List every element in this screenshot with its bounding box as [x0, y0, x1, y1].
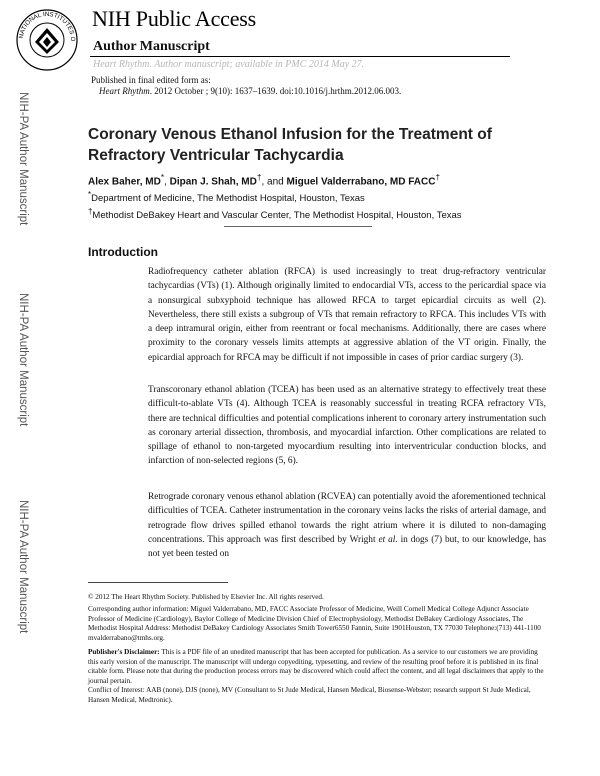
author-manuscript-label: Author Manuscript: [93, 39, 210, 54]
article-title: Coronary Venous Ethanol Infusion for the Treatment of Refractory Ventricular Tachycardia: [88, 126, 492, 164]
author-list: Alex Baher, MD*, Dipan J. Shah, MD†, and Miguel Valderrabano, MD FACC†: [88, 172, 441, 188]
author-name: Alex Baher, MD: [88, 176, 161, 188]
nih-seal-logo: [13, 4, 81, 72]
author-name: Dipan J. Shah, MD: [169, 176, 257, 188]
affiliation-divider: [224, 226, 372, 227]
section-heading-introduction: Introduction: [88, 245, 158, 259]
disclaimer-label: Publisher's Disclaimer:: [88, 648, 160, 656]
et-al: et al.: [378, 534, 398, 545]
citation-line: [99, 86, 401, 96]
copyright-note: © 2012 The Heart Rhythm Society. Published by Elsevier Inc. All rights reserved.: [88, 593, 324, 601]
author-mark: †: [435, 172, 441, 182]
author-name: Miguel Valderrabano, MD FACC: [286, 176, 436, 188]
affiliation-2: †Methodist DeBakey Heart and Vascular Center, The Methodist Hospital, Houston, Texas: [88, 207, 462, 222]
publisher-disclaimer: Publisher's Disclaimer: This is a PDF file of an unedited manuscript that has been accepted for publication. As a service to our customers we are providing this early version of the manuscript. The manuscript will undergo copyediting, typesetting, and review of the resulting proof before it is published in its final citable form. Please note that during the production process errors may be discovered which could affect the content, and all legal disclaimers that apply to the journal pertain.: [88, 648, 544, 685]
side-label-top: NIH-PA Author Manuscript: [17, 92, 29, 226]
paragraph-1: Radiofrequency catheter ablation (RFCA) is used increasingly to treat drug-refractory ventricular tachycardias (VTs) (1). Although originally limited to endocardial VTs, access to the pericardial space via a nonsurgical subxyphoid technique has allowed RFCA to target epicardial circuits as well (2). Nevertheless, there still exists a subgroup of VTs that remain refractory to RFCA. This includes VTs with a deep intramural origin, either from reentrant or focal mechanisms. Additionally, there are cases where proximity to the coronary vessels limits attempts at aggressive ablation of the VT origin. Finally, the epicardial approach for RFCA may be difficult if not impossible in cases of prior cardiac surgery (3).: [148, 267, 546, 363]
journal-name: Heart Rhythm: [99, 86, 150, 96]
conflict-of-interest: Conflict of Interest: AAB (none), DJS (none), MV (Consultant to St Jude Medical, Hansen Medical, Biosense-Webster; research support St Jude Medical, Hansen Medical, Medtronic).: [88, 686, 531, 704]
paragraph-2: Transcoronary ethanol ablation (TCEA) has been used as an alternative strategy to effectively treat these difficult-to-ablate VTs (4). Although TCEA is reasonably successful in treating RCFA refractory VTs, there are technical difficulties and potential complications inherent to coronary artery instrumentation such as coronary arterial dissection, thrombosis, and myocardial infarction. Other complications are related to spillage of ethanol to non-targeted myocardium resulting into interventricular conduction blocks, and infarction of non-selected regions (5, 6).: [148, 385, 546, 467]
affiliation-1: *Department of Medicine, The Methodist Hospital, Houston, Texas: [88, 190, 365, 205]
author-mark: *: [160, 172, 165, 182]
availability-note: Heart Rhythm. Author manuscript; available in PMC 2014 May 27.: [93, 59, 365, 70]
author-mark: †: [256, 172, 262, 182]
nih-public-access-title: NIH Public Access: [92, 6, 257, 31]
side-label-bottom: NIH-PA Author Manuscript: [17, 500, 29, 634]
citation-details: . 2012 October ; 9(10): 1637–1639. doi:10.1016/j.hrthm.2012.06.003.: [149, 86, 402, 96]
header-divider: [90, 56, 510, 57]
correspondence-note: Corresponding author information: Miguel Valderrabano, MD, FACC Associate Professor of Medicine, Weill Cornell Medical College Adjunct Associate Professor of Medicine (Cardiology), Baylor College of Medicine Division Chief of Electrophysiology, Methodist DeBakey Cardiology Associates, The Methodist Hospital Address: Methodist DeBakey Cardiology Associates Smith Tower6550 Fannin, Suite 1901Houston, TX 77030 Telephone:(713) 441-1100 mvalderrabano@tmhs.org.: [88, 605, 541, 642]
footnote-divider: [88, 582, 228, 583]
paragraph-3: Retrograde coronary venous ethanol ablation (RCVEA) can potentially avoid the aforementioned technical difficulties of TCEA. Catheter instrumentation in the coronary veins lacks the risks of arterial damage, and retrograde flow drives spilled ethanol towards the right atrium where it is diluted to non-damaging concentrations. This approach was first described by Wright et al. in dogs (7) but, to our knowledge, has not yet been tested on: [148, 492, 546, 560]
side-label-middle: NIH-PA Author Manuscript: [17, 293, 29, 427]
published-in-label: Published in final edited form as:: [91, 75, 211, 85]
logo-ring-text: NATIONAL INSTITUTES O: [17, 10, 77, 42]
